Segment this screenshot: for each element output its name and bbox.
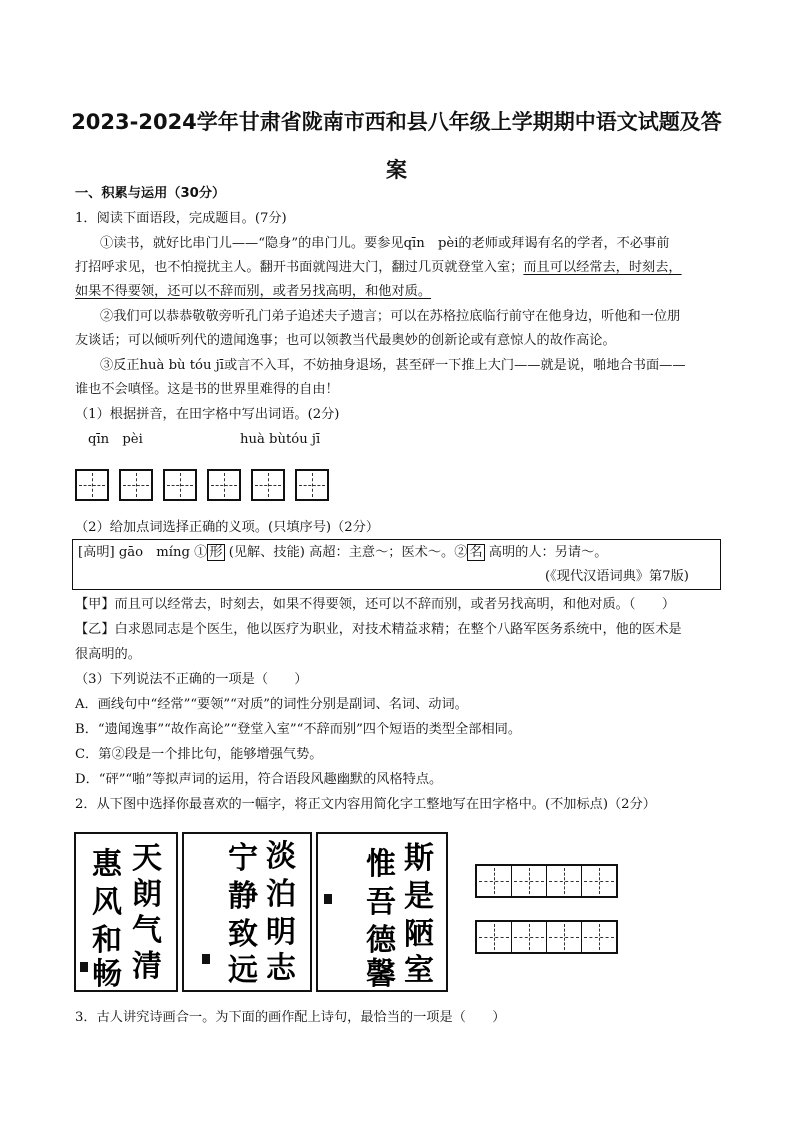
paragraph-3-line-2: 谁也不会嗔怪。这是书的世界里难得的自由！ <box>75 382 339 397</box>
tian-cell[interactable] <box>512 922 547 952</box>
subquestion-2: （2）给加点词选择正确的义项。(只填序号)（2分） <box>75 520 380 535</box>
example-jia: 【甲】而且可以经常去，时刻去，如果不得要领，还可以不辞而别，或者另找高明，和他对质。（ ） <box>75 597 676 612</box>
calligraphy-char: 和 <box>92 923 122 958</box>
calligraphy-char: 气 <box>132 913 162 948</box>
dict-headword: [高明] gāo míng ① <box>78 545 208 560</box>
seal-mark <box>202 954 210 964</box>
underlined-sentence-part-1: 而且可以经常去，时刻去， <box>523 260 682 275</box>
subquestion-3: （3）下列说法不正确的一项是（ ） <box>75 672 308 687</box>
tian-cell[interactable] <box>207 469 241 501</box>
seal-mark <box>324 894 332 904</box>
calligraphy-char: 陋 <box>404 917 434 952</box>
calligraphy-char: 斯 <box>404 841 434 876</box>
underlined-sentence-part-2: 如果不得要领，还可以不辞而别，或者另找高明，和他对质。 <box>75 284 432 299</box>
option-a: A．画线句中“经常”“要领”“对质”的词性分别是副词、名词、动词。 <box>75 697 468 712</box>
section-heading: 一、积累与运用（30分） <box>75 186 226 201</box>
tian-cell[interactable] <box>295 469 329 501</box>
pos-tag-noun: 名 <box>469 545 483 560</box>
tian-cell[interactable] <box>75 469 109 501</box>
paragraph-1-line-1: ①读书，就好比串门儿——“隐身”的串门儿。要参见qīn pèi的老师或拜谒有名的学者，不必事前 <box>100 236 670 251</box>
tian-cell[interactable] <box>119 469 153 501</box>
calligraphy-char: 德 <box>366 923 396 958</box>
pinyin-2: huà bùtóu jī <box>240 432 321 447</box>
tian-grid-answer-1[interactable] <box>75 469 339 501</box>
calligraphy-char: 志 <box>266 951 296 986</box>
calligraphy-char: 静 <box>228 879 258 914</box>
calligraphy-char: 致 <box>228 917 258 952</box>
option-b: B．“遗闻逸事”“故作高论”“登堂入室”“不辞而别”四个短语的类型全部相同。 <box>75 722 522 737</box>
dict-sense-1: (见解、技能) 高超：主意～；医术～。② <box>224 545 468 560</box>
tian-cell[interactable] <box>547 922 582 952</box>
example-yi-line-2: 很高明的。 <box>75 647 141 662</box>
calligraphy-char: 惠 <box>92 847 122 882</box>
dict-sense-2: 高明的人：另请～。 <box>484 545 608 560</box>
tian-cell[interactable] <box>547 866 582 896</box>
calligraphy-char: 远 <box>228 953 258 988</box>
tian-cell[interactable] <box>582 866 616 896</box>
tian-cell[interactable] <box>251 469 285 501</box>
calligraphy-char: 宁 <box>228 841 258 876</box>
calligraphy-char: 是 <box>404 879 434 914</box>
calligraphy-work-2 <box>182 832 312 992</box>
tian-cell[interactable] <box>477 922 512 952</box>
calligraphy-char: 清 <box>132 949 162 984</box>
page-title <box>60 98 733 194</box>
example-yi-line-1: 【乙】白求恩同志是个医生，他以医疗为职业，对技术精益求精；在整个八路军医务系统中，他的医术是 <box>75 622 682 637</box>
dictionary-definition <box>78 544 607 562</box>
tian-cell[interactable] <box>477 866 512 896</box>
calligraphy-work-3 <box>316 832 448 992</box>
tian-grid-answer-2-row-1[interactable] <box>475 864 618 898</box>
title-line-1: 2023-2024学年甘肃省陇南市西和县八年级上学期期中语文试题及答 <box>71 110 722 134</box>
paragraph-1-text: 打招呼求见，也不怕搅扰主人。翻开书面就闯进大门，翻过几页就登堂入室； <box>75 260 524 275</box>
calligraphy-char: 泊 <box>266 877 296 912</box>
dictionary-source: (《现代汉语词典》第7版) <box>545 569 689 584</box>
option-c: C．第②段是一个排比句，能够增强气势。 <box>75 747 323 762</box>
paragraph-2-line-1: ②我们可以恭恭敬敬旁听孔门弟子追述夫子遗言；可以在苏格拉底临行前守在他身边，听他和一位朋 <box>100 309 681 324</box>
tian-cell[interactable] <box>163 469 197 501</box>
paragraph-3-line-1: ③反正huà bù tóu jī或言不入耳，不妨抽身退场，甚至砰一下推上大门——就是说，啪地合书面—— <box>100 358 686 373</box>
question-2-stem: 2．从下图中选择你最喜欢的一幅字，将正文内容用简化字工整地写在田字格中。(不加标点)（2分） <box>75 797 656 812</box>
calligraphy-char: 明 <box>266 915 296 950</box>
tian-cell[interactable] <box>512 866 547 896</box>
subquestion-1: （1）根据拼音，在田字格中写出词语。(2分) <box>75 407 340 422</box>
calligraphy-char: 淡 <box>266 839 296 874</box>
calligraphy-char: 天 <box>132 841 162 876</box>
question-1-stem: 1．阅读下面语段，完成题目。(7分) <box>75 211 287 226</box>
paragraph-1-line-2 <box>75 259 682 277</box>
tian-cell[interactable] <box>582 922 616 952</box>
calligraphy-char: 馨 <box>366 957 396 992</box>
title-line-2: 案 <box>386 158 407 182</box>
pinyin-1: qīn pèi <box>88 432 143 447</box>
pos-tag-adjective: 形 <box>209 545 223 560</box>
calligraphy-work-1 <box>74 832 178 992</box>
calligraphy-char: 室 <box>404 953 434 988</box>
option-d: D．“砰”“啪”等拟声词的运用，符合语段风趣幽默的风格特点。 <box>75 772 443 787</box>
paragraph-2-line-2: 友谈话；可以倾听列代的遗闻逸事；也可以领教当代最奥妙的创新论或有意惊人的故作高论。 <box>75 333 616 348</box>
calligraphy-char: 朗 <box>132 877 162 912</box>
calligraphy-char: 吾 <box>366 885 396 920</box>
seal-mark <box>80 962 88 972</box>
calligraphy-char: 风 <box>92 885 122 920</box>
calligraphy-char: 畅 <box>92 957 122 992</box>
tian-grid-answer-2-row-2[interactable] <box>475 920 618 954</box>
calligraphy-char: 惟 <box>366 847 396 882</box>
question-3-stem: 3．古人讲究诗画合一。为下面的画作配上诗句，最恰当的一项是（ ） <box>75 1010 506 1025</box>
